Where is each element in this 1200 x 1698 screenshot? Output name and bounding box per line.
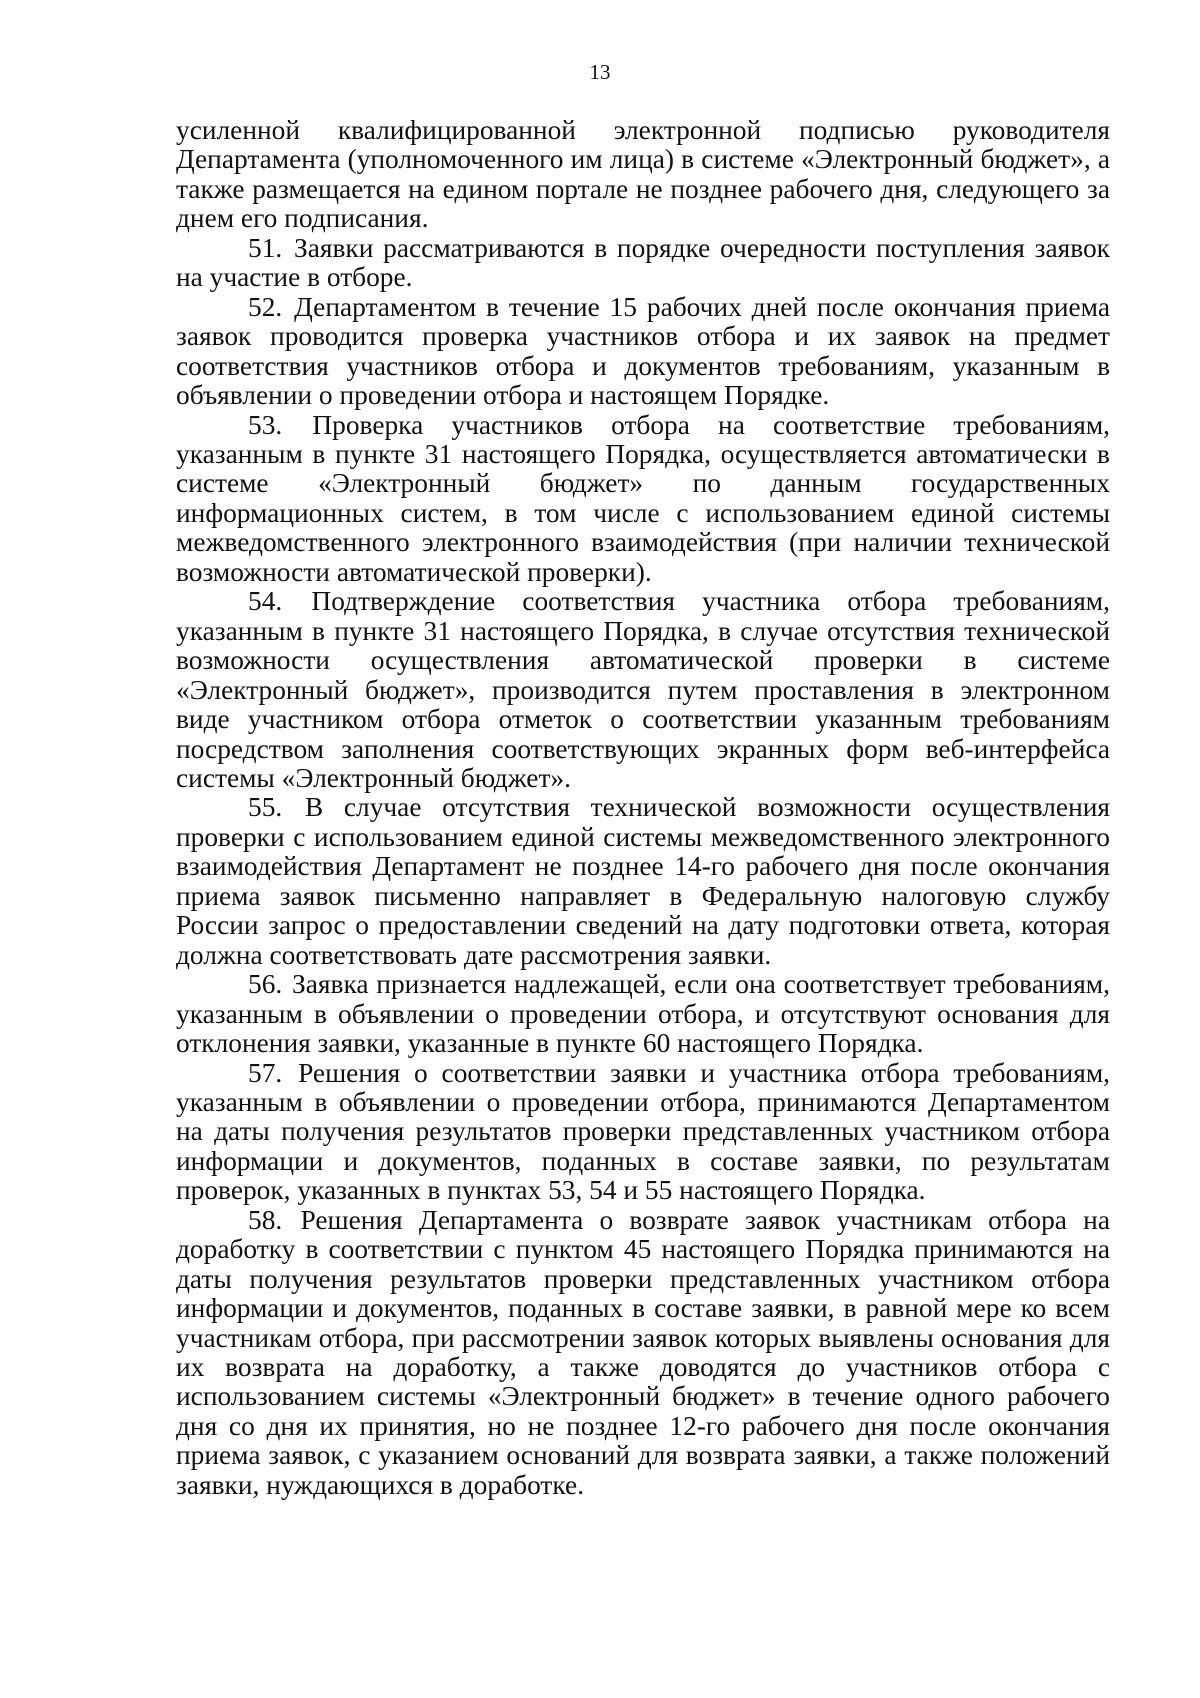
- paragraph-number: 55.: [248, 792, 283, 823]
- paragraph-57: [176, 1059, 1110, 1206]
- paragraph-55: [176, 793, 1110, 970]
- paragraph-text: усиленной квалифицированной электронной подписью руководителя Департамента (уполномоченного им лица) в системе «Электронный бюджет», а также размещается на едином портале не позднее рабочего дня, следующего за днем его подписания.: [176, 115, 1110, 234]
- paragraph-number: 52.: [248, 291, 283, 322]
- document-body: [176, 116, 1110, 1500]
- paragraph-text: В случае отсутствия технической возможности осуществления проверки с использованием единой системы межведомственного электронного взаимодействия Департамент не позднее 14-го рабочего дня после окончания приема заявок письменно направляет в Федеральную налоговую службу России запрос о предоставлении сведений на дату подготовки ответа, которая должна соответствовать дате рассмотрения заявки.: [176, 792, 1110, 970]
- paragraph-text: Заявка признается надлежащей, если она соответствует требованиям, указанным в объявлении о проведении отбора, и отсутствуют основания для отклонения заявки, указанные в пункте 60 настоящего Порядка.: [176, 969, 1110, 1059]
- paragraph-text: Решения Департамента о возврате заявок участникам отбора на доработку в соответствии с пунктом 45 настоящего Порядка принимаются на даты получения результатов проверки представленных участником отбора информации и документов, поданных в составе заявки, в равной мере ко всем участникам отбора, при рассмотрении заявок которых выявлены основания для их возврата на доработку, а также доводятся до участников отбора с использованием системы «Электронный бюджет» в течение одного рабочего дня со дня их принятия, но не позднее 12-го рабочего дня после окончания приема заявок, с указанием оснований для возврата заявки, а также положений заявки, нуждающихся в доработке.: [176, 1204, 1110, 1500]
- paragraph-text: Подтверждение соответствия участника отбора требованиям, указанным в пункте 31 настоящего Порядка, в случае отсутствия технической возможности осуществления автоматической проверки в системе «Электронный бюджет», производится путем проставления в электронном виде участником отбора отметок о соответствии указанным требованиям посредством заполнения соответствующих экранных форм веб-интерфейса системы «Электронный бюджет».: [176, 586, 1110, 793]
- paragraph-text: Заявки рассматриваются в порядке очередности поступления заявок на участие в отборе.: [176, 232, 1110, 293]
- paragraph-number: 56.: [248, 969, 283, 1000]
- paragraph-text: Проверка участников отбора на соответствие требованиям, указанным в пункте 31 настоящего Порядка, осуществляется автоматически в системе «Электронный бюджет» по данным государственных информационных систем, в том числе с использованием единой системы межведомственного электронного взаимодействия (при наличии технической возможности автоматической проверки).: [176, 409, 1110, 587]
- paragraph-56: [176, 970, 1110, 1058]
- paragraph-52: [176, 293, 1110, 411]
- paragraph-continuation: [176, 116, 1110, 234]
- paragraph-text: Решения о соответствии заявки и участника отбора требованиям, указанным в объявлении о проведении отбора, принимаются Департаментом на даты получения результатов проверки представленных участником отбора информации и документов, поданных в составе заявки, по результатам проверок, указанных в пунктах 53, 54 и 55 настоящего Порядка.: [176, 1057, 1110, 1206]
- paragraph-number: 54.: [248, 586, 283, 617]
- paragraph-54: [176, 587, 1110, 793]
- paragraph-number: 58.: [248, 1204, 283, 1235]
- paragraph-58: [176, 1206, 1110, 1501]
- page-number: 13: [589, 60, 611, 84]
- paragraph-51: [176, 234, 1110, 293]
- paragraph-text: Департаментом в течение 15 рабочих дней после окончания приема заявок проводится проверка участников отбора и их заявок на предмет соответствия участников отбора и документов требованиям, указанным в объявлении о проведении отбора и настоящем Порядке.: [176, 291, 1110, 411]
- paragraph-number: 51.: [248, 232, 283, 263]
- paragraph-53: [176, 411, 1110, 588]
- paragraph-number: 53.: [248, 409, 283, 440]
- paragraph-number: 57.: [248, 1057, 283, 1088]
